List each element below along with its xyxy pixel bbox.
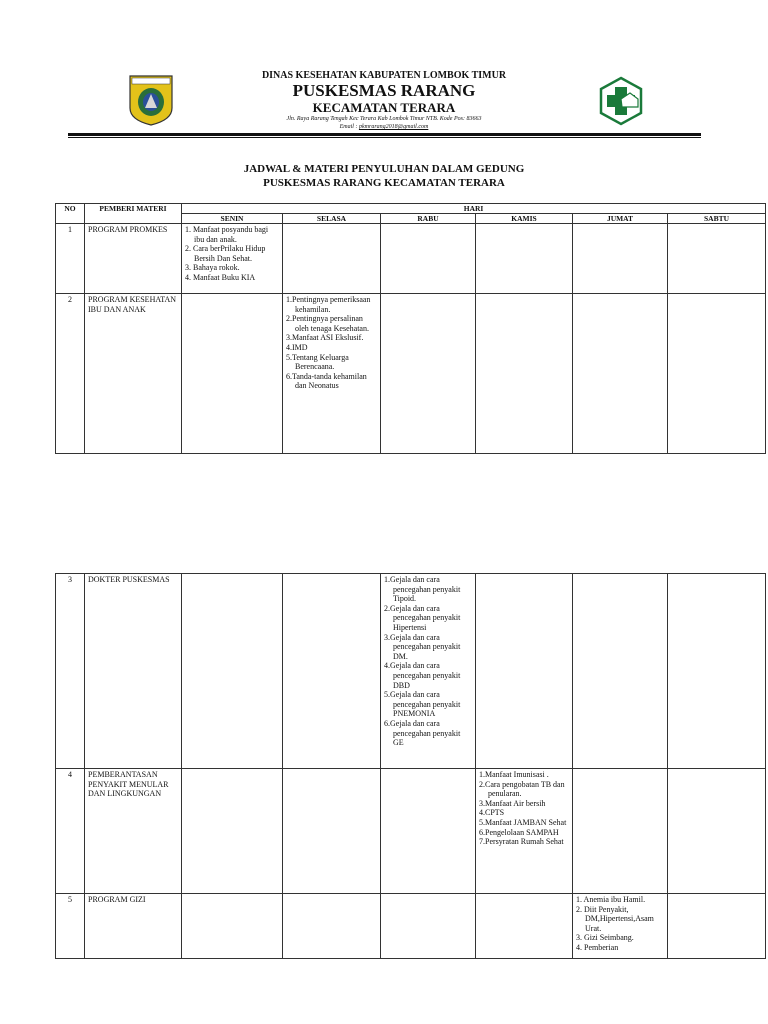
day-cell-jumat: [573, 224, 668, 294]
materi-item: 3.Gejala dan cara pencegahan penyakit DM.: [384, 632, 461, 661]
schedule-table-part1: [55, 203, 766, 454]
day-cell-selasa: [283, 224, 381, 294]
day-cell-selasa: [283, 894, 381, 959]
email-label: Email :: [339, 124, 359, 130]
day-cell-rabu: [381, 574, 476, 769]
day-cell-rabu: [381, 224, 476, 294]
doc-title-line2: PUSKESMAS RARANG KECAMATAN TERARA: [263, 177, 505, 189]
materi-item: 3. Bahaya rokok.: [185, 263, 240, 273]
materi-list: [576, 895, 664, 953]
table-row: [56, 894, 766, 959]
day-cell-senin: [182, 574, 283, 769]
materi-item: 6.Pengelolaan SAMPAH: [479, 827, 559, 837]
day-cell-senin: [182, 769, 283, 894]
table-row: [56, 574, 766, 769]
doc-title-line1: JADWAL & MATERI PENYULUHAN DALAM GEDUNG: [243, 163, 525, 175]
materi-item: 2.Pentingnya persalinan oleh tenaga Kesehatan.: [286, 314, 369, 333]
day-cell-kamis: [476, 894, 573, 959]
materi-item: 7.Persyratan Rumah Sehat: [479, 837, 564, 847]
day-cell-sabtu: [668, 894, 766, 959]
day-cell-kamis: [476, 294, 573, 454]
email-line: [0, 124, 768, 130]
materi-list: [185, 225, 279, 283]
puskesmas-name: PUSKESMAS RARANG: [292, 81, 476, 100]
materi-item: 1.Manfaat Imunisasi .: [479, 770, 549, 779]
materi-item: 6.Gejala dan cara pencegahan penyakit GE: [384, 718, 461, 748]
materi-item: 4.Gejala dan cara pencegahan penyakit DBD: [384, 661, 461, 690]
materi-list: [384, 575, 472, 748]
pemberi-materi: PEMBERANTASAN PENYAKIT MENULAR DAN LINGKUNGAN: [85, 769, 182, 894]
materi-list: [479, 770, 569, 847]
day-cell-rabu: [381, 294, 476, 454]
day-cell-jumat: [573, 294, 668, 454]
row-number: 1: [56, 224, 85, 294]
materi-item: 4.CPTS: [479, 808, 505, 818]
day-cell-selasa: [283, 294, 381, 454]
header-day-sabtu: SABTU: [668, 214, 766, 224]
materi-item: 3.Manfaat ASI Ekslusif.: [286, 333, 364, 343]
header-hari: HARI: [182, 204, 766, 214]
day-cell-senin: [182, 294, 283, 454]
materi-item: 5.Tentang Keluarga Berencaana.: [286, 352, 349, 372]
header-no: NO: [56, 204, 85, 224]
address: Jln. Raya Rarang Tengah Kec Terara Kab Lombok Timur NTB. Kode Pos: 83663: [286, 116, 482, 122]
header-day-rabu: RABU: [381, 214, 476, 224]
header-day-selasa: SELASA: [283, 214, 381, 224]
materi-item: 3. Gizi Seimbang.: [576, 933, 634, 943]
day-cell-kamis: [476, 769, 573, 894]
header-day-kamis: KAMIS: [476, 214, 573, 224]
materi-item: 2. Diit Penyakit, DM,Hipertensi,Asam Urat.: [576, 904, 654, 933]
day-cell-selasa: [283, 769, 381, 894]
day-cell-senin: [182, 894, 283, 959]
district-name: KECAMATAN TERARA: [312, 100, 456, 115]
letterhead-rule: [68, 133, 701, 136]
materi-item: 2. Cara berPrilaku Hidup Bersih Dan Sehat.: [185, 244, 266, 263]
row-number: 4: [56, 769, 85, 894]
materi-item: 2.Cara pengobatan TB dan penularan.: [479, 779, 565, 799]
email-link[interactable]: pkmrarang2018@gmail.com: [358, 124, 429, 130]
table-row: [56, 224, 766, 294]
schedule-table-part2: [55, 573, 766, 959]
row-number: 3: [56, 574, 85, 769]
materi-item: 5.Gejala dan cara pencegahan penyakit PNEMONIA: [384, 690, 461, 719]
materi-item: 2.Gejala dan cara pencegahan penyakit Hipertensi: [384, 603, 461, 632]
day-cell-sabtu: [668, 769, 766, 894]
row-number: 2: [56, 294, 85, 454]
materi-item: 5.Manfaat JAMBAN Sehat: [479, 817, 567, 827]
day-cell-kamis: [476, 224, 573, 294]
header-day-senin: SENIN: [182, 214, 283, 224]
day-cell-jumat: [573, 574, 668, 769]
pemberi-materi: PROGRAM PROMKES: [85, 224, 182, 294]
day-cell-sabtu: [668, 294, 766, 454]
day-cell-jumat: [573, 769, 668, 894]
header-pemberi: PEMBERI MATERI: [85, 204, 182, 224]
day-cell-senin: [182, 224, 283, 294]
day-cell-rabu: [381, 894, 476, 959]
day-cell-sabtu: [668, 224, 766, 294]
header-day-jumat: JUMAT: [573, 214, 668, 224]
pemberi-materi: PROGRAM GIZI: [85, 894, 182, 959]
agency-name: DINAS KESEHATAN KABUPATEN LOMBOK TIMUR: [261, 70, 507, 81]
materi-item: 1.Gejala dan cara pencegahan penyakit Tipoid.: [384, 575, 461, 604]
materi-item: 1. Manfaat posyandu bagi ibu dan anak.: [185, 225, 269, 244]
materi-item: 4.IMD: [286, 342, 308, 352]
materi-item: 6.Tanda-tanda kehamilan dan Neonatus: [286, 371, 367, 391]
row-number: 5: [56, 894, 85, 959]
day-cell-kamis: [476, 574, 573, 769]
materi-list: [286, 295, 377, 391]
pemberi-materi: DOKTER PUSKESMAS: [85, 574, 182, 769]
table-row: [56, 769, 766, 894]
materi-item: 4. Pemberian: [576, 942, 619, 952]
letterhead-rule-thin: [68, 137, 701, 138]
day-cell-selasa: [283, 574, 381, 769]
day-cell-jumat: [573, 894, 668, 959]
table-row: [56, 294, 766, 454]
day-cell-sabtu: [668, 574, 766, 769]
materi-item: 3.Manfaat Air bersih: [479, 798, 546, 808]
materi-item: 1. Anemia ibu Hamil.: [576, 895, 646, 904]
materi-item: 1.Pentingnya pemeriksaan kehamilan.: [286, 295, 371, 314]
day-cell-rabu: [381, 769, 476, 894]
materi-item: 4. Manfaat Buku KIA: [185, 272, 256, 282]
pemberi-materi: PROGRAM KESEHATAN IBU DAN ANAK: [85, 294, 182, 454]
